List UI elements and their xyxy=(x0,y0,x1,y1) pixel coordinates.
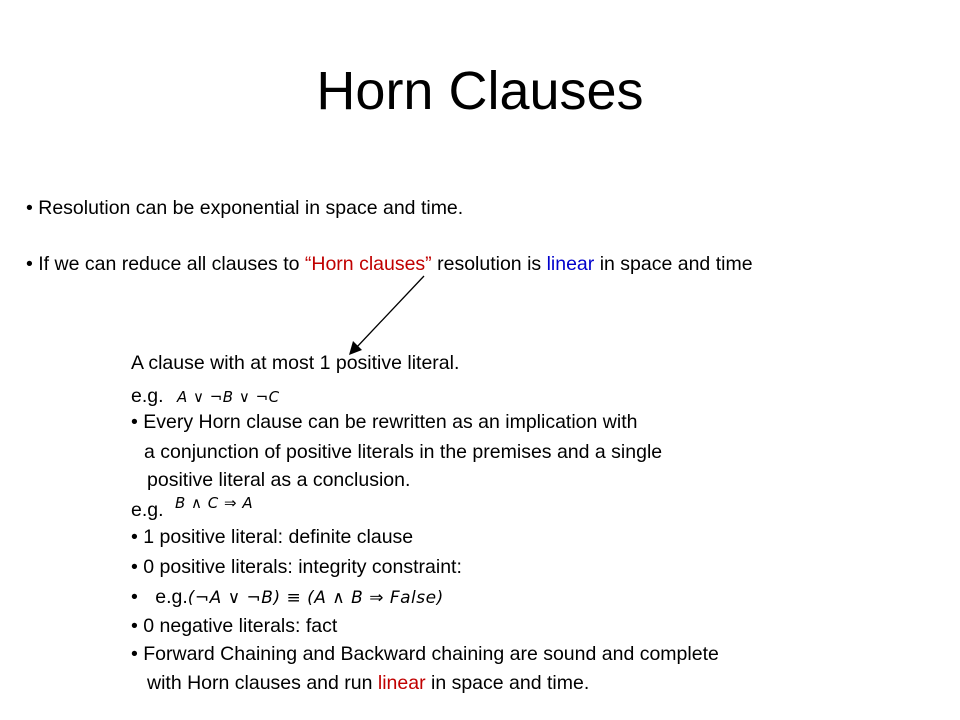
rewrite-line-3: positive literal as a conclusion. xyxy=(147,469,411,491)
example-3 xyxy=(131,585,444,610)
bullet-text: Resolution can be exponential in space and time. xyxy=(38,197,464,219)
example-2 xyxy=(131,494,254,523)
chaining-text-post: in space and time. xyxy=(425,672,590,694)
linear-highlight: linear xyxy=(546,253,595,275)
bullet-text-mid: resolution is xyxy=(431,253,547,275)
bullet-text-post: in space and time xyxy=(594,253,753,275)
arrow-shaft xyxy=(356,276,424,348)
bullet-marker: • xyxy=(26,197,33,219)
chaining-line-1: • Forward Chaining and Backward chaining are sound and complete xyxy=(131,643,719,665)
formula-disjunction: A ∨ ¬B ∨ ¬C xyxy=(176,388,280,406)
definite-clause-line: • 1 positive literal: definite clause xyxy=(131,526,414,548)
slide-title: Horn Clauses xyxy=(316,61,644,121)
integrity-constraint-line: • 0 positive literals: integrity constraint: xyxy=(131,556,462,578)
formula-equivalence: (¬A ∨ ¬B) ≡ (A ∧ B ⇒ False) xyxy=(187,588,444,608)
rewrite-line-2: a conjunction of positive literals in the premises and a single xyxy=(144,441,663,463)
eg-label: e.g. xyxy=(131,385,164,407)
fact-line: • 0 negative literals: fact xyxy=(131,615,338,637)
chaining-line-2 xyxy=(147,671,589,695)
rewrite-line-1: • Every Horn clause can be rewritten as an implication with xyxy=(131,411,638,433)
bullet-text-pre: If we can reduce all clauses to xyxy=(38,253,305,275)
definition-line: A clause with at most 1 positive literal. xyxy=(131,352,460,374)
linear-highlight-bottom: linear xyxy=(377,672,426,694)
formula-implication: B ∧ C ⇒ A xyxy=(174,494,254,512)
example-1 xyxy=(131,384,280,409)
eg-label: e.g. xyxy=(131,499,164,521)
bullet-marker: • xyxy=(131,586,138,608)
bullet-marker: • xyxy=(26,253,33,275)
horn-clauses-quote: “Horn clauses” xyxy=(304,253,432,275)
chaining-text-pre: with Horn clauses and run xyxy=(147,672,378,694)
eg-label: e.g. xyxy=(155,586,188,608)
